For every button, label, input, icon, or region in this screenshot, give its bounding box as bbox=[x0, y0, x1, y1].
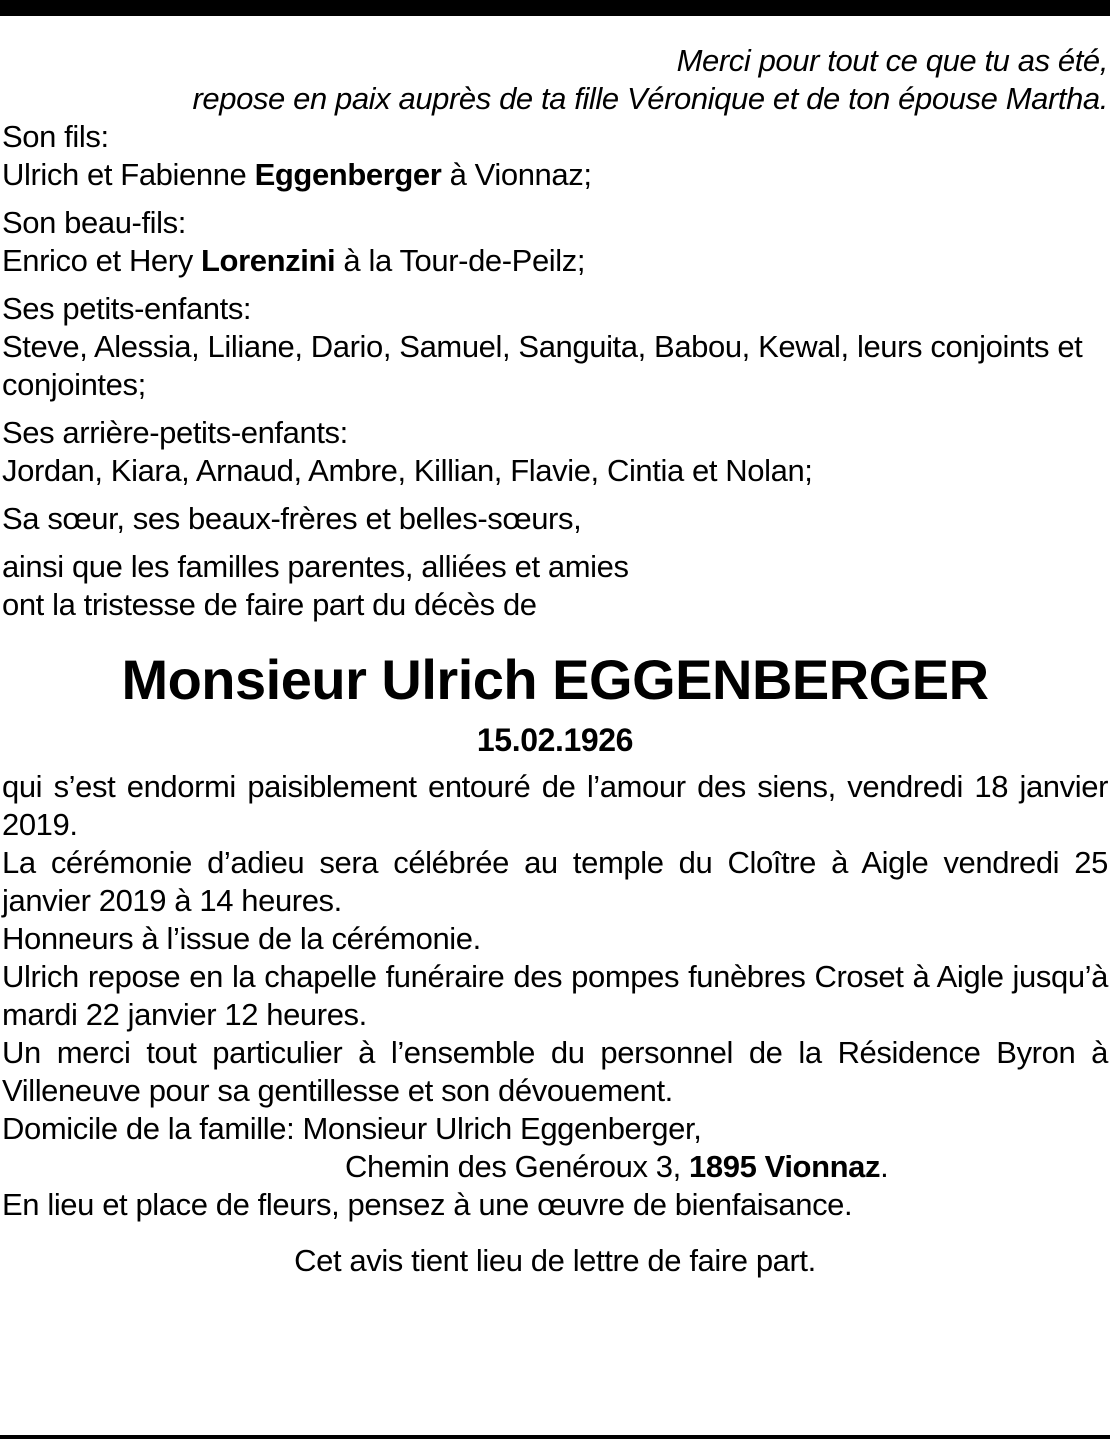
relatives-line-1: ainsi que les familles parentes, alliées et amies bbox=[2, 549, 629, 584]
domicile-city: 1895 Vionnaz bbox=[689, 1149, 881, 1184]
grandchildren-block bbox=[2, 290, 1108, 404]
greatgrandchildren-block bbox=[2, 414, 1108, 490]
relatives-line-2: ont la tristesse de faire part du décès de bbox=[2, 587, 537, 622]
soninlaw-names: Enrico et Hery Lorenzini à la Tour-de-Peilz; bbox=[2, 243, 586, 278]
birth-date: 15.02.1926 bbox=[476, 722, 634, 758]
obituary-notice bbox=[2, 42, 1108, 1280]
siblings-block bbox=[2, 500, 1108, 538]
relatives-block bbox=[2, 548, 1108, 624]
soninlaw-label: Son beau-fils: bbox=[2, 205, 186, 240]
siblings-line: Sa sœur, ses beaux-frères et belles-sœurs, bbox=[2, 501, 582, 536]
grandchildren-label: Ses petits-enfants: bbox=[2, 291, 252, 326]
top-rule bbox=[0, 0, 1110, 16]
deceased-name: Monsieur Ulrich EGGENBERGER bbox=[121, 648, 989, 711]
son-label: Son fils: bbox=[2, 119, 109, 154]
greatgrandchildren-names: Jordan, Kiara, Arnaud, Ambre, Killian, Flavie, Cintia et Nolan; bbox=[2, 453, 813, 488]
soninlaw-surname: Lorenzini bbox=[201, 243, 336, 278]
bottom-rule bbox=[0, 1435, 1110, 1439]
grandchildren-names: Steve, Alessia, Liliane, Dario, Samuel, Sanguita, Babou, Kewal, leurs conjoints et conjointes; bbox=[2, 329, 1083, 402]
passing-text: qui s’est endormi paisiblement entouré de l’amour des siens, vendredi 18 janvier 2019. bbox=[2, 769, 1108, 842]
domicile-line-1: Domicile de la famille: Monsieur Ulrich Eggenberger, bbox=[2, 1111, 702, 1146]
soninlaw-block bbox=[2, 204, 1108, 280]
honours-text: Honneurs à l’issue de la cérémonie. bbox=[2, 921, 481, 956]
son-names: Ulrich et Fabienne Eggenberger à Vionnaz; bbox=[2, 157, 592, 192]
greatgrandchildren-label: Ses arrière-petits-enfants: bbox=[2, 415, 348, 450]
chapel-text: Ulrich repose en la chapelle funéraire des pompes funèbres Croset à Aigle jusqu’à mardi 22 janvier 12 heures. bbox=[2, 959, 1108, 1032]
epigraph-line-1: Merci pour tout ce que tu as été, bbox=[676, 43, 1108, 78]
thanks-text: Un merci tout particulier à l’ensemble du personnel de la Résidence Byron à Villeneuve pour sa gentillesse et son dévouement. bbox=[2, 1035, 1108, 1108]
epigraph bbox=[2, 42, 1108, 118]
son-block bbox=[2, 118, 1108, 194]
domicile-address: Chemin des Genéroux 3, 1895 Vionnaz. bbox=[345, 1149, 889, 1184]
ceremony-text: La cérémonie d’adieu sera célébrée au temple du Cloître à Aigle vendredi 25 janvier 2019 à 14 heures. bbox=[2, 845, 1108, 918]
son-surname: Eggenberger bbox=[254, 157, 442, 192]
details-block bbox=[2, 768, 1108, 1280]
epigraph-line-2: repose en paix auprès de ta fille Véronique et de ton épouse Martha. bbox=[192, 81, 1108, 116]
flowers-text: En lieu et place de fleurs, pensez à une œuvre de bienfaisance. bbox=[2, 1187, 853, 1222]
closing-text: Cet avis tient lieu de lettre de faire part. bbox=[294, 1243, 816, 1278]
